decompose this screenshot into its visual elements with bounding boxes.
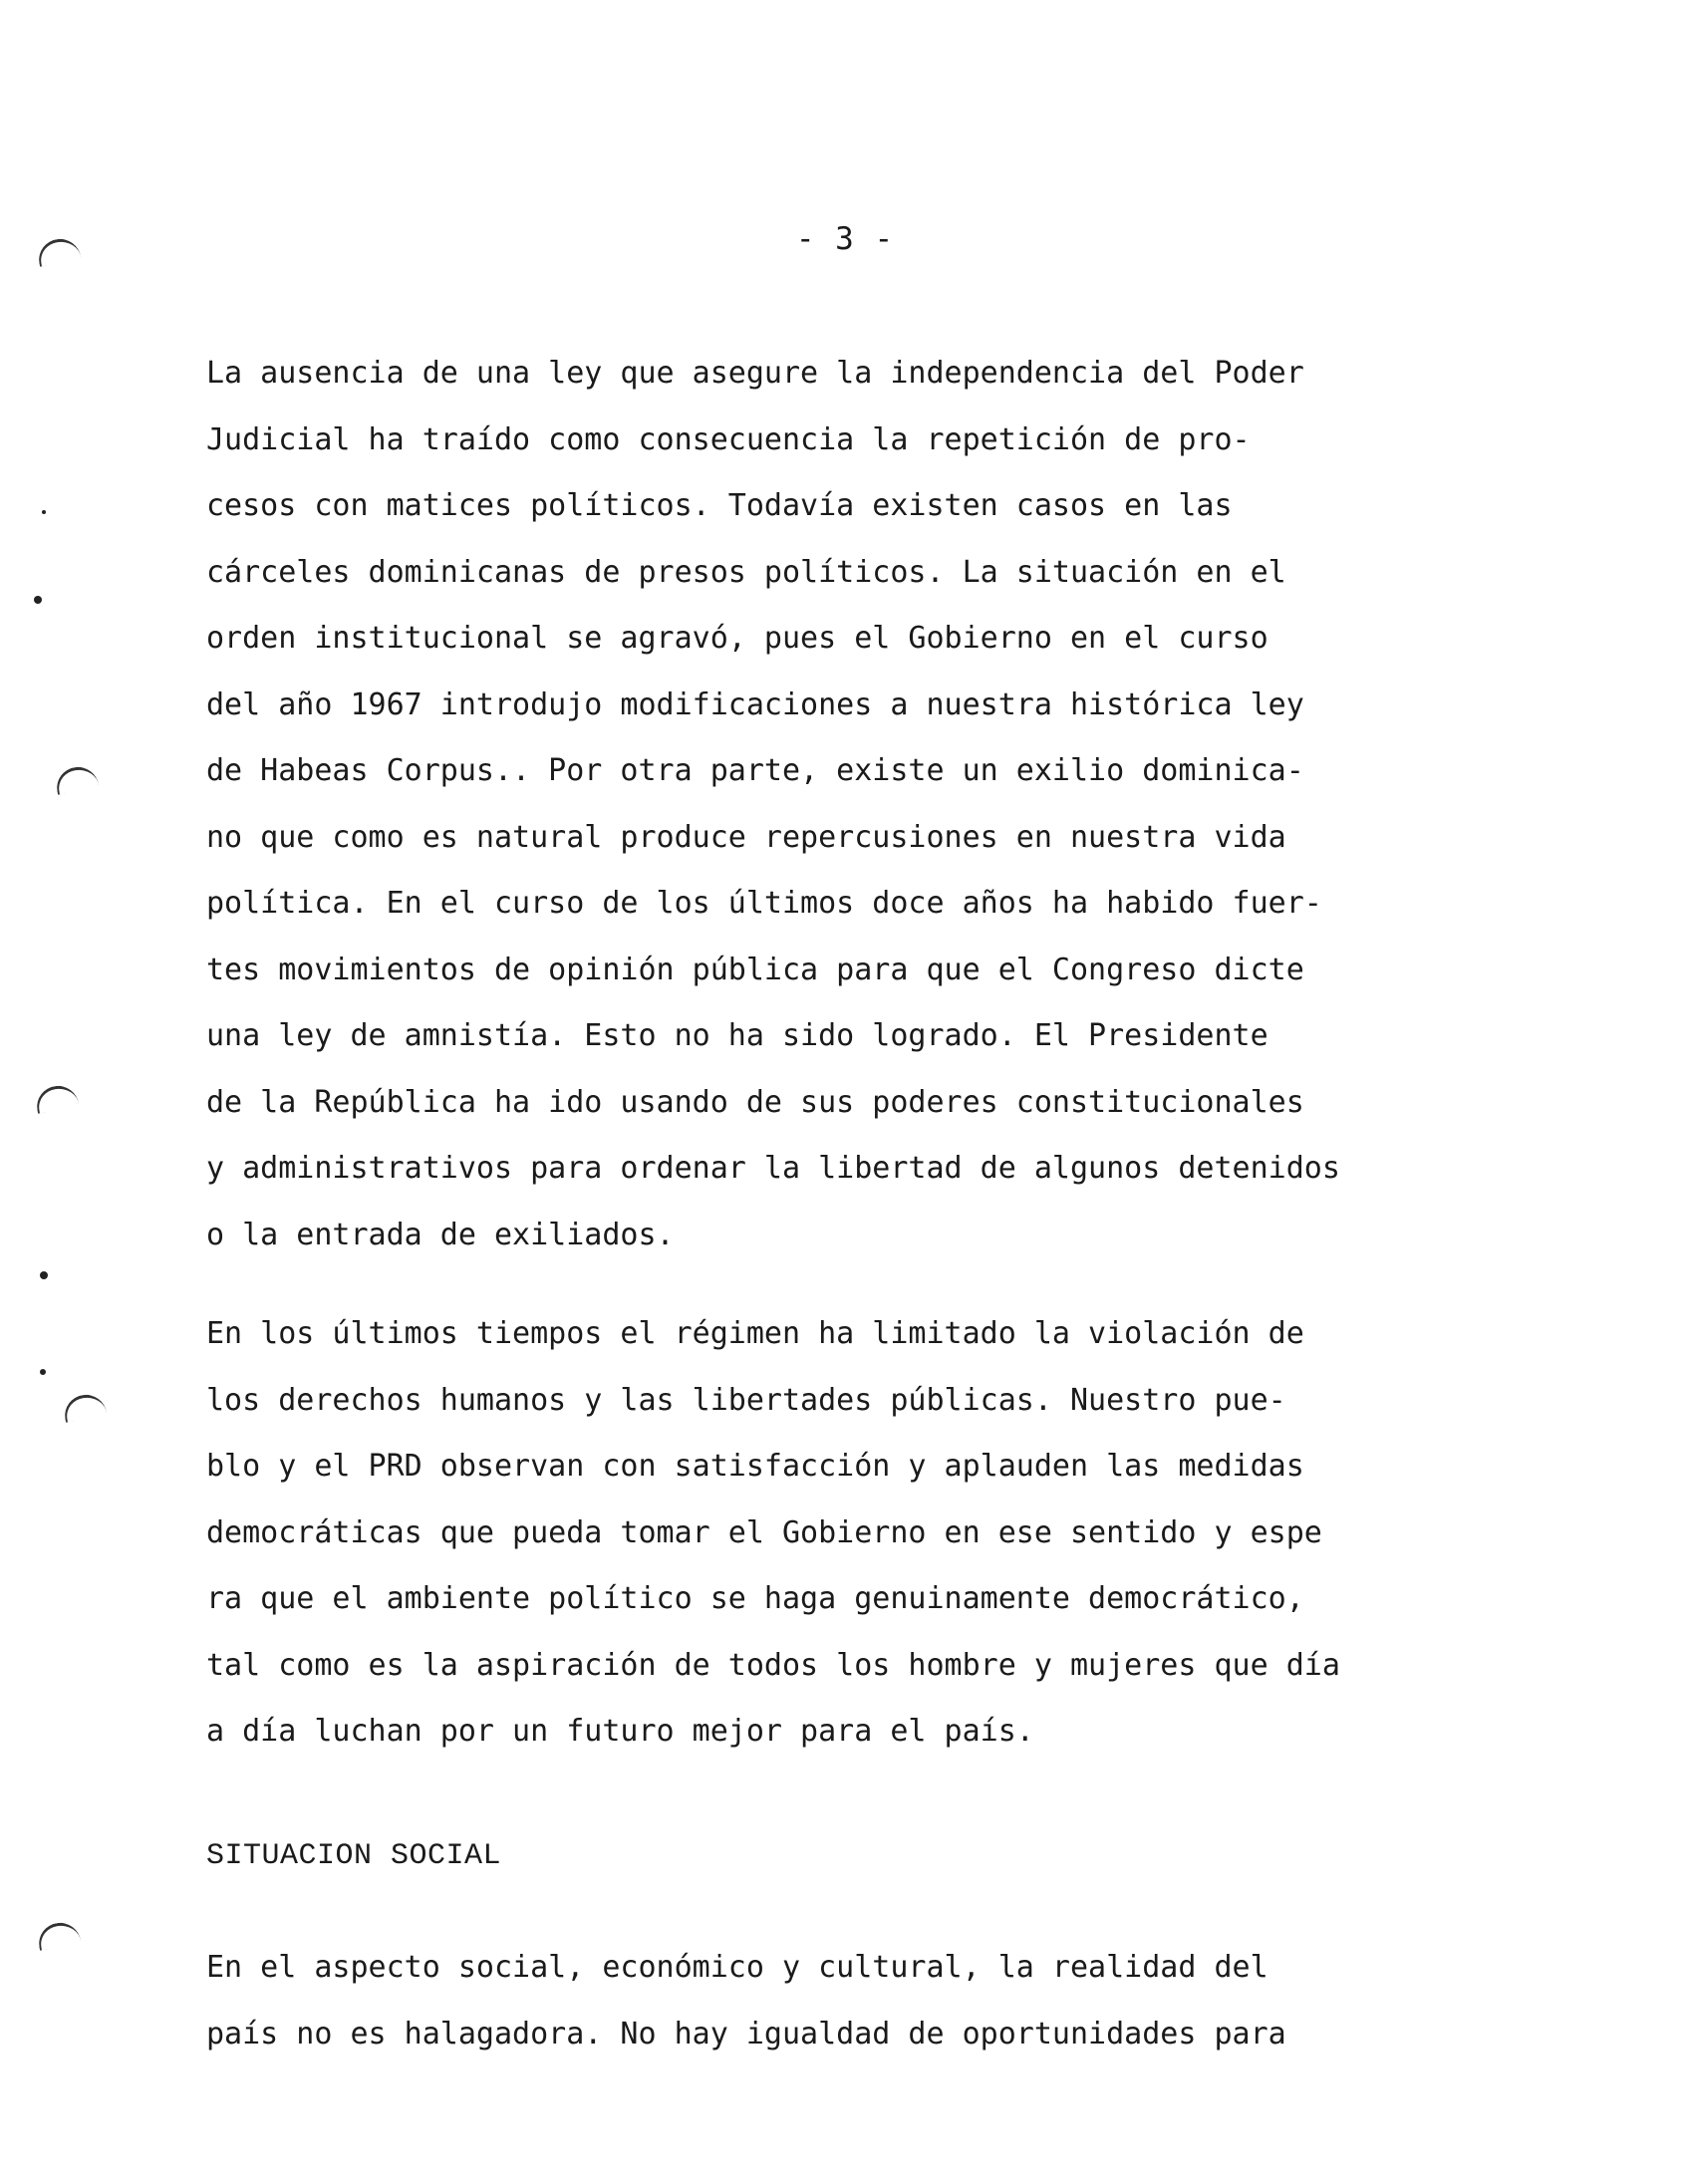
text-line: no que como es natural produce repercusiones en nuestra vida — [206, 819, 1286, 855]
text-line: o la entrada de exiliados. — [206, 1217, 675, 1252]
text-line: tal como es la aspiración de todos los hombre y mujeres que día — [206, 1647, 1340, 1683]
margin-punch-mark — [62, 1392, 107, 1423]
text-line: En los últimos tiempos el régimen ha limitado la violación de — [206, 1316, 1304, 1351]
text-line: los derechos humanos y las libertades públicas. Nuestro pue- — [206, 1382, 1286, 1418]
margin-dot — [42, 510, 46, 514]
page-number: - 3 - — [795, 221, 895, 257]
paragraph-social — [206, 1935, 1286, 2067]
text-line: cesos con matices políticos. Todavía existen casos en las — [206, 488, 1233, 523]
text-line: de Habeas Corpus.. Por otra parte, existe un exilio dominica- — [206, 753, 1304, 788]
text-line: política. En el curso de los últimos doce años ha habido fuer- — [206, 886, 1322, 921]
margin-punch-mark — [34, 1083, 79, 1114]
text-line: de la República ha ido usando de sus poderes constitucionales — [206, 1084, 1304, 1120]
paragraph-institutional — [206, 341, 1340, 1268]
text-line: democráticas que pueda tomar el Gobierno en ese sentido y espe — [206, 1514, 1322, 1550]
text-line: cárceles dominicanas de presos políticos. La situación en el — [206, 554, 1286, 590]
text-line: Judicial ha traído como consecuencia la repetición de pro- — [206, 421, 1251, 457]
margin-punch-mark — [54, 764, 99, 795]
text-line: del año 1967 introdujo modificaciones a nuestra histórica ley — [206, 686, 1304, 722]
margin-dot — [40, 1369, 46, 1375]
text-line: ra que el ambiente político se haga genuinamente democrático, — [206, 1581, 1304, 1616]
text-line: En el aspecto social, económico y cultural, la realidad del — [206, 1950, 1268, 1985]
margin-dot — [34, 596, 42, 604]
text-line: tes movimientos de opinión pública para que el Congreso dicte — [206, 952, 1304, 987]
text-line: y administrativos para ordenar la libertad de algunos detenidos — [206, 1151, 1340, 1186]
text-line: La ausencia de una ley que asegure la independencia del Poder — [206, 356, 1304, 391]
text-line: una ley de amnistía. Esto no ha sido logrado. El Presidente — [206, 1018, 1268, 1053]
margin-dot — [40, 1271, 48, 1279]
margin-punch-mark — [36, 1920, 81, 1951]
text-line: país no es halagadora. No hay igualdad de oportunidades para — [206, 2016, 1286, 2051]
text-line: a día luchan por un futuro mejor para el país. — [206, 1714, 1034, 1749]
section-heading: SITUACION SOCIAL — [206, 1839, 502, 1873]
text-line: orden institucional se agravó, pues el Gobierno en el curso — [206, 621, 1268, 656]
paragraph-human-rights — [206, 1301, 1340, 1766]
text-line: blo y el PRD observan con satisfacción y aplauden las medidas — [206, 1449, 1304, 1484]
